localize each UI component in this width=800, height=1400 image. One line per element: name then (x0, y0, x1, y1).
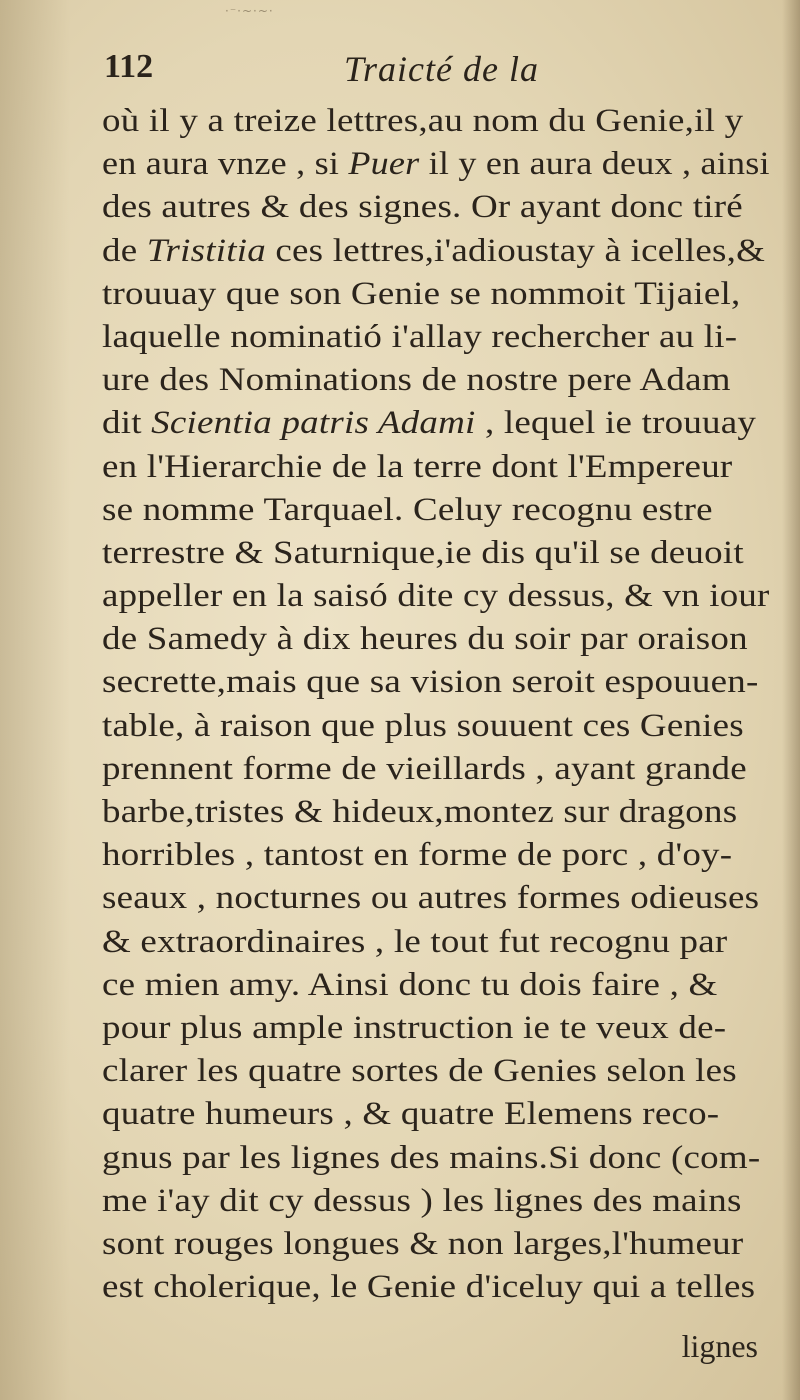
text-line (102, 273, 800, 316)
text-span: barbe,tristes & hideux,montez sur dragons (102, 794, 738, 830)
text-line (102, 1180, 800, 1223)
text-line (102, 316, 800, 359)
text-span: seaux , nocturnes ou autres formes odieuses (102, 880, 760, 917)
text-span: horribles , tantost en forme de porc , d'oy- (102, 837, 733, 874)
text-line (102, 618, 800, 661)
text-line (102, 230, 800, 273)
text-span: table, à raison que plus souuent ces Genies (102, 707, 744, 744)
text-line (102, 489, 800, 532)
italic-span: Tristitia (146, 232, 266, 269)
text-span: ce mien amy. Ainsi donc tu dois faire , & (102, 966, 718, 1003)
text-span: de Samedy à dix heures du soir par oraison (102, 621, 748, 658)
text-span: prennent forme de vieillards , ayant grande (102, 750, 747, 787)
text-line (102, 402, 800, 445)
text-span: où il y a treize lettres,au nom du Genie,il y (102, 103, 744, 139)
running-title: Traicté de la (344, 49, 539, 89)
text-span: sont rouges longues & non larges,l'humeur (102, 1225, 744, 1262)
text-line (102, 661, 800, 704)
text-span: en l'Hierarchie de la terre dont l'Empereur (102, 448, 733, 485)
text-span: gnus par les lignes des mains.Si donc (com- (102, 1139, 761, 1176)
text-line (102, 359, 800, 402)
text-span: ces lettres,i'adioustay à icelles,& (265, 232, 766, 269)
running-head (104, 48, 764, 98)
text-span: de (102, 232, 147, 269)
text-span: ure des Nominations de nostre pere Adam (102, 362, 731, 399)
text-span: appeller en la saisó dite cy dessus, & vn iour (102, 578, 770, 615)
text-span: trouuay que son Genie se nommoit Tijaiel, (102, 275, 741, 312)
text-line (102, 1050, 800, 1093)
text-line (102, 834, 800, 877)
text-line (102, 186, 800, 229)
text-span: , lequel ie trouuay (475, 405, 757, 442)
text-span: terrestre & Saturnique,ie dis qu'il se deuoit (102, 534, 744, 571)
text-line (102, 705, 800, 748)
text-line (102, 143, 800, 186)
text-span: en aura vnze , si (102, 146, 349, 183)
text-span: laquelle nominatió i'allay rechercher au li- (102, 318, 738, 355)
text-span: pour plus ample instruction ie te veux de- (102, 1009, 727, 1046)
text-span: clarer les quatre sortes de Genies selon les (102, 1053, 737, 1090)
text-span: me i'ay dit cy dessus ) les lignes des mains (102, 1182, 742, 1219)
text-line (102, 1266, 800, 1309)
italic-span: Puer (348, 146, 420, 183)
text-span: se nomme Tarquael. Celuy recognu estre (102, 491, 713, 528)
text-line (102, 748, 800, 791)
text-line (102, 921, 800, 964)
text-span: secrette,mais que sa vision seroit espouuen- (102, 664, 759, 701)
text-span: dit (102, 405, 152, 442)
text-line (102, 964, 800, 1007)
catchword: lignes (681, 1328, 758, 1364)
text-line (102, 1223, 800, 1266)
text-span: est cholerique, le Genie d'iceluy qui a telles (102, 1269, 756, 1306)
body-text (102, 100, 770, 1309)
text-span: il y en aura deux , ainsi (419, 146, 770, 183)
text-line (102, 1093, 800, 1136)
bleed-through-mark: ·⁻·~·~· (225, 4, 274, 18)
text-span: & extraordinaires , le tout fut recognu par (102, 923, 728, 960)
text-line (102, 575, 800, 618)
page-number: 112 (104, 48, 154, 85)
italic-span: Scientia patris Adami (151, 405, 476, 442)
text-line (102, 532, 800, 575)
text-line (102, 446, 800, 489)
text-span: quatre humeurs , & quatre Elemens reco- (102, 1096, 720, 1133)
text-line (102, 100, 800, 143)
text-line (102, 791, 800, 834)
text-line (102, 1007, 800, 1050)
text-line (102, 1137, 800, 1180)
text-line (102, 877, 800, 920)
text-span: des autres & des signes. Or ayant donc tiré (102, 189, 743, 226)
